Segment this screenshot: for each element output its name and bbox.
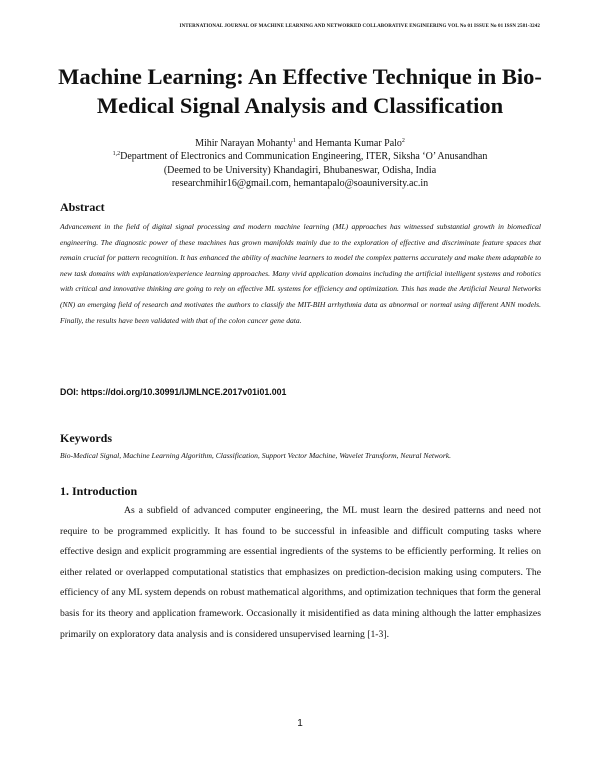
author-2: Hemanta Kumar Palo (315, 138, 402, 149)
affiliation (60, 150, 540, 163)
introduction-heading: 1. Introduction (60, 484, 138, 498)
author-2-sup: 2 (401, 138, 405, 144)
author-emails: researchmihir16@gmail.com, hemantapalo@soauniversity.ac.in (171, 177, 429, 189)
affiliation-line-2: (Deemed to be University) Khandagiri, Bhubaneswar, Odisha, India (163, 164, 437, 176)
paper-title: Machine Learning: An Effective Technique in Bio-Medical Signal Analysis and Classification (58, 64, 542, 118)
introduction-text: As a subfield of advanced computer engineering, the ML must learn the desired patterns and need not require to be programmed explicitly. It has found to be successful in infeasible and difficult computing tasks where effective design and explicit programming are essential ingredients of the systems to be efficiently performing. It relies on either related or overlapped computational statistics that emphasizes on prediction-decision making using computers. The efficiency of any ML system depends on robust mathematical algorithms, and optimization techniques that form the general basis for its theory and application framework. Occasionally it misidentified as data mining although the latter emphasizes primarily on exploratory data analysis and is considered unsupervised learning [1-3]. (60, 505, 541, 640)
keywords-text: Bio-Medical Signal, Machine Learning Algorithm, Classification, Support Vector Machine, Wavelet Transform, Neural Network. (60, 451, 452, 460)
keywords-heading: Keywords (60, 431, 112, 445)
affiliation-sup: 1,2 (112, 151, 121, 158)
author-names (60, 137, 540, 150)
author-and: and (295, 138, 316, 149)
author-1: Mihir Narayan Mohanty (195, 138, 293, 149)
page-number: 1 (297, 718, 303, 729)
running-header: INTERNATIONAL JOURNAL OF MACHINE LEARNING AND NETWORKED COLLABORATIVE ENGINEERING VOL No 01 ISSUE No 01 ISSN 2581-3242 (179, 24, 540, 29)
author-block (60, 137, 540, 190)
doi-link[interactable]: DOI: https://doi.org/10.30991/IJMLNCE.2017v01i01.001 (60, 387, 287, 397)
affiliation-line-1: Department of Electronics and Communication Engineering, ITER, Siksha ‘O’ Anusandhan (120, 151, 488, 163)
author-1-sup: 1 (292, 138, 296, 144)
abstract-heading: Abstract (60, 200, 105, 214)
abstract-text: Advancement in the field of digital signal processing and modern machine learning (ML) approaches has witnessed substantial growth in biomedical engineering. The diagnostic power of these machines has grown manifolds mainly due to the exploration of effective and discriminate feature spaces that remain crucial for pattern recognition. It has enhanced the ability of machine learners to model the complex patterns accurately and make them adaptable to new task domains with explanation/experience learning approaches. Many vivid application domains including the artificial intelligent systems and robotics with critical and innovative thinking are going to rely on effective ML systems for efficiency and optimization. This has made the Artificial Neural Networks (NN) an emerging field of research and motivates the authors to classify the MIT-BIH arrhythmia data as abnormal or normal using different ANN models. Finally, the results have been validated with that of the colon cancer gene data. (60, 222, 541, 325)
